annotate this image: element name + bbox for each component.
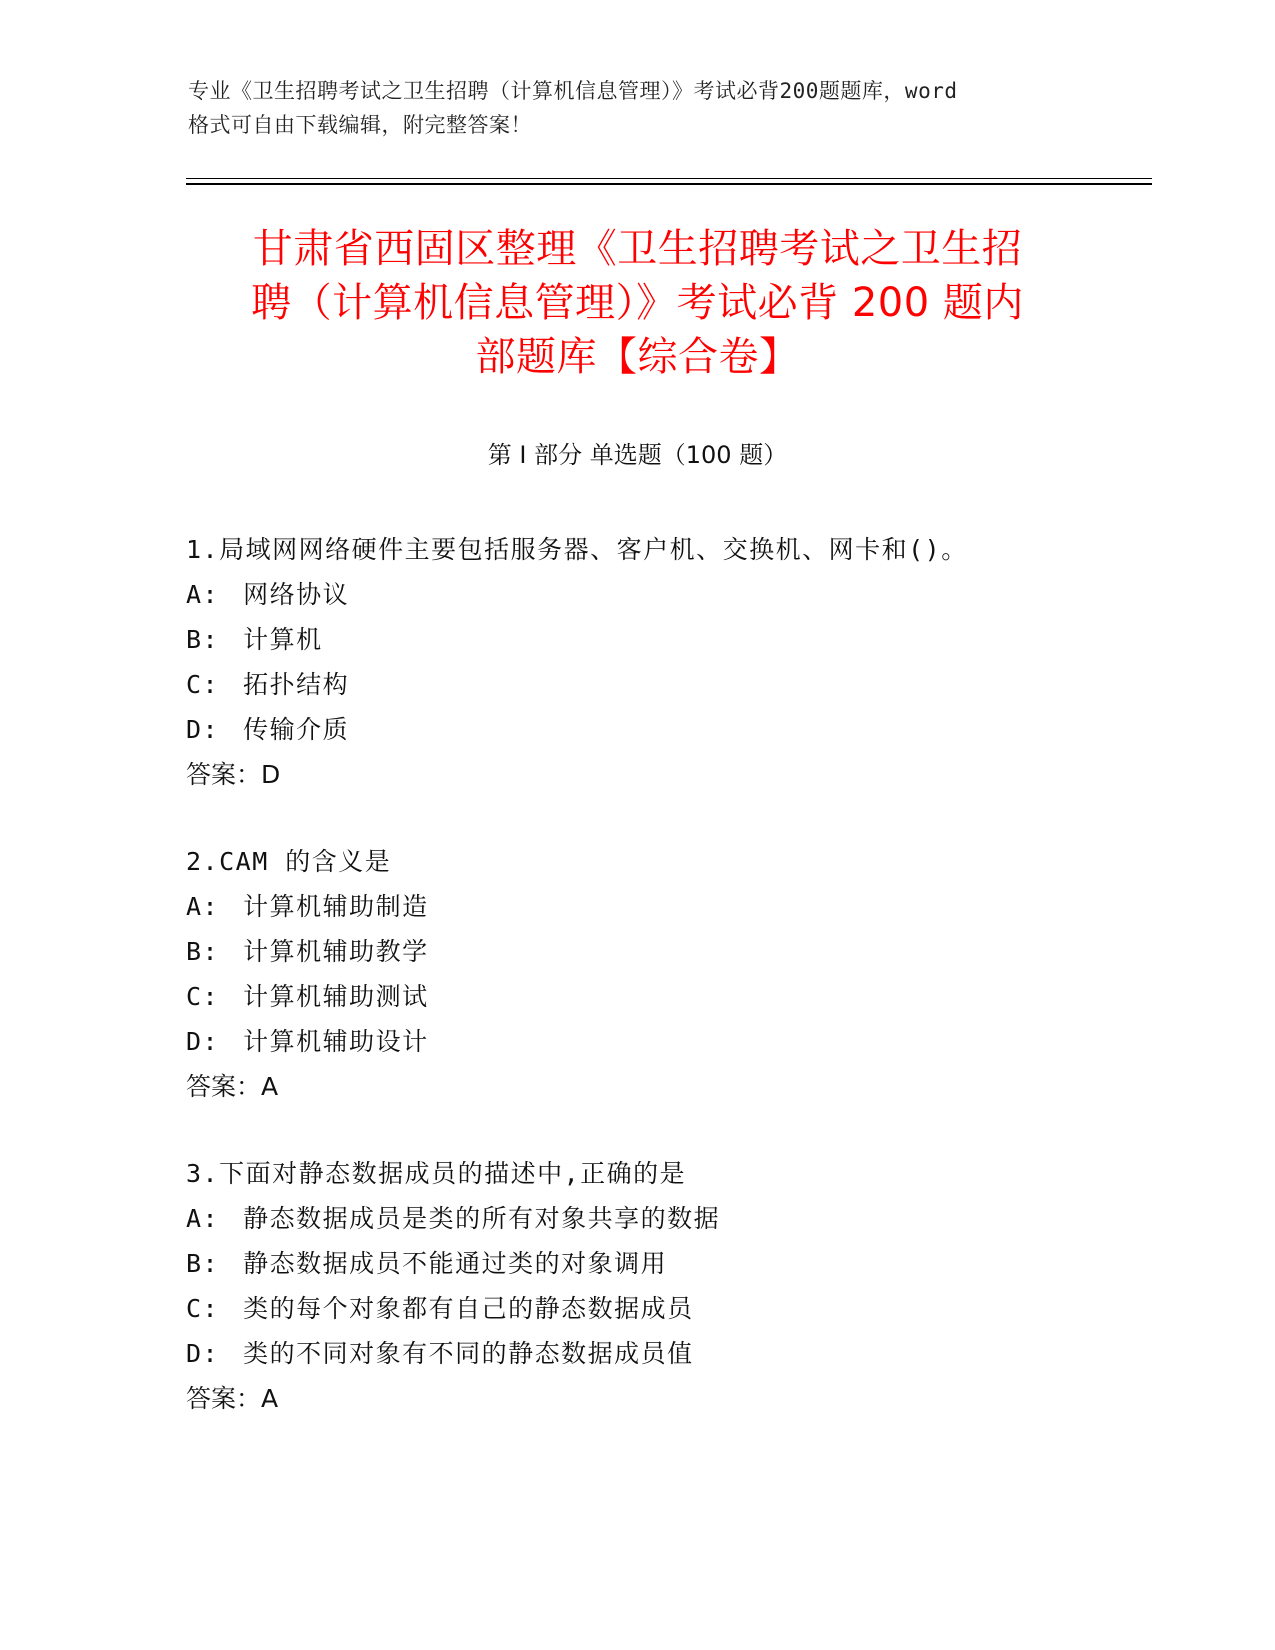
document-title-line-3: 部题库【综合卷】 [475, 334, 800, 380]
question-stem: 2.CAM 的含义是 [186, 847, 392, 876]
header-divider-thin [186, 178, 1152, 179]
answer-line: 答案：A [186, 1384, 279, 1413]
document-title-line-1: 甘肃省西固区整理《卫生招聘考试之卫生招 [252, 226, 1023, 272]
option-text: 传输介质 [243, 715, 350, 744]
option-letter: B: [186, 937, 220, 966]
option-text: 类的每个对象都有自己的静态数据成员 [243, 1294, 694, 1323]
header-note [188, 74, 1088, 142]
option-a [186, 572, 1136, 617]
option-d [186, 1019, 1136, 1064]
option-text: 静态数据成员不能通过类的对象调用 [243, 1249, 668, 1278]
option-d [186, 1331, 1136, 1376]
option-b [186, 617, 1136, 662]
option-letter: D: [186, 715, 220, 744]
option-a [186, 1196, 1136, 1241]
question-item [186, 839, 1136, 1109]
option-c [186, 662, 1136, 707]
option-c [186, 1286, 1136, 1331]
option-text: 计算机辅助测试 [243, 982, 429, 1011]
option-text: 计算机辅助教学 [243, 937, 429, 966]
header-note-line-1: 专业《卫生招聘考试之卫生招聘（计算机信息管理）》考试必背200题题库，word [188, 79, 958, 103]
header-divider-thick [186, 183, 1152, 185]
question-list [186, 527, 1136, 1463]
option-text: 静态数据成员是类的所有对象共享的数据 [243, 1204, 721, 1233]
document-title [150, 222, 1125, 384]
option-b [186, 1241, 1136, 1286]
header-note-line-2: 格式可自由下载编辑，附完整答案！ [188, 113, 532, 137]
option-b [186, 929, 1136, 974]
option-letter: A: [186, 580, 220, 609]
question-item [186, 1151, 1136, 1421]
option-letter: C: [186, 982, 220, 1011]
question-item [186, 527, 1136, 797]
option-letter: A: [186, 1204, 220, 1233]
option-text: 拓扑结构 [243, 670, 350, 699]
option-text: 计算机 [243, 625, 323, 654]
option-letter: C: [186, 1294, 220, 1323]
question-stem: 1.局域网网络硬件主要包括服务器、客户机、交换机、网卡和()。 [186, 535, 968, 564]
section-title: 第 I 部分 单选题（100 题） [487, 441, 788, 469]
option-c [186, 974, 1136, 1019]
option-letter: D: [186, 1339, 220, 1368]
option-text: 类的不同对象有不同的静态数据成员值 [243, 1339, 694, 1368]
option-text: 计算机辅助制造 [243, 892, 429, 921]
answer-line: 答案：D [186, 760, 281, 789]
document-title-line-2: 聘（计算机信息管理）》考试必背 200 题内 [251, 280, 1024, 326]
option-letter: B: [186, 1249, 220, 1278]
option-text: 计算机辅助设计 [243, 1027, 429, 1056]
question-stem: 3.下面对静态数据成员的描述中,正确的是 [186, 1159, 687, 1188]
option-a [186, 884, 1136, 929]
option-letter: D: [186, 1027, 220, 1056]
option-letter: C: [186, 670, 220, 699]
option-d [186, 707, 1136, 752]
option-letter: B: [186, 625, 220, 654]
option-text: 网络协议 [243, 580, 350, 609]
answer-line: 答案：A [186, 1072, 279, 1101]
option-letter: A: [186, 892, 220, 921]
